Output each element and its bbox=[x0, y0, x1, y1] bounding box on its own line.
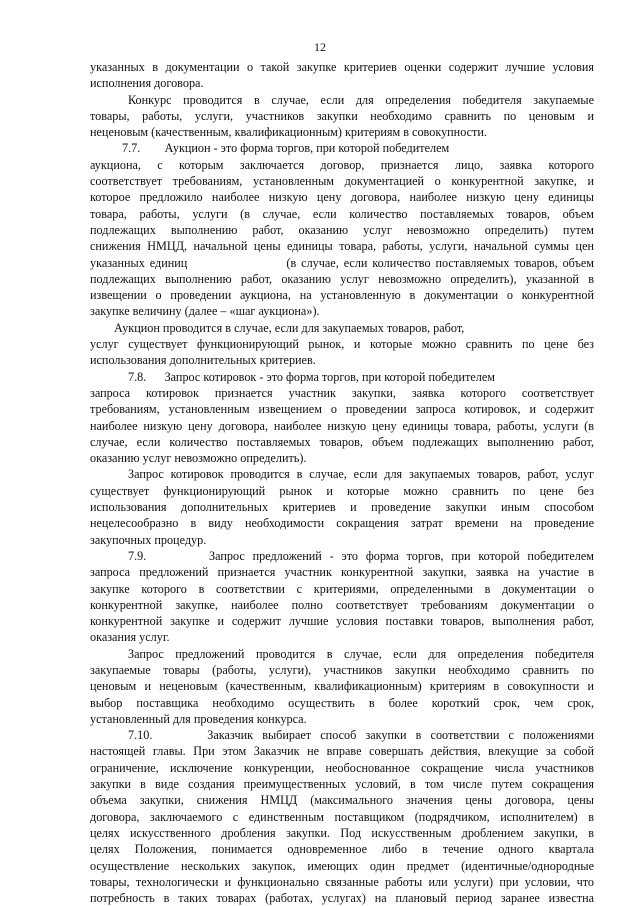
text-line: случае, если количество поставляемых товаров, объем подлежащих выполнению работ, bbox=[90, 434, 594, 449]
text-line: закупке величину (далее – «шаг аукциона»). bbox=[90, 304, 320, 319]
text-line: товара, работы, услуги (в случае, если количество поставляемых товаров, объем bbox=[90, 206, 594, 221]
text-line: установленный для проведения конкурса. bbox=[90, 711, 307, 726]
text-line: 7.8. Запрос котировок - это форма торгов, при которой победителем bbox=[128, 369, 496, 384]
text-line: снижения НМЦД, начальной цены единицы товара, работы, услуги, начальной суммы цен bbox=[90, 239, 594, 254]
text-line: указанных в документации о такой закупке критериев оценки содержит лучшие условия bbox=[90, 60, 594, 74]
text-line: настоящей главы. При этом Заказчик не вправе совершать действия, влекущие за собой bbox=[90, 744, 594, 759]
text-line: наиболее низкую цену договора, наиболее низкую цену единицы товара, работы, услуги (в bbox=[90, 418, 594, 433]
text-line: закупаемые товары (работы, услуги), участников закупки необходимо сравнить по bbox=[90, 662, 594, 677]
text-line: подлежащих выполнению работ, оказанию услуг невозможно определить), указанной в bbox=[90, 271, 594, 286]
text-line: ограничение, исключение конкуренции, необоснованное сокращение числа участников bbox=[90, 760, 594, 775]
text-line: договора, заключаемого с единственным поставщиком (подрядчиком, исполнителем) в bbox=[90, 809, 594, 824]
text-line: извещении о проведении аукциона, на установленную в документации о конкурентной bbox=[90, 288, 594, 303]
page-number: 12 bbox=[314, 40, 326, 54]
text-line: 7.7. Аукцион - это форма торгов, при которой победителем bbox=[122, 141, 450, 156]
text-line: указанных единиц (в случае, если количество поставляемых товаров, объем bbox=[90, 255, 594, 270]
text-line: 7.10. Заказчик выбирает способ закупки в соответствии с положениями bbox=[128, 728, 594, 743]
text-line: товары, технологически и функционально связанные работы или услуги) при условии, что bbox=[90, 874, 594, 889]
text-line: Запрос котировок проводится в случае, если для закупаемых товаров, работ, услуг bbox=[128, 467, 594, 482]
text-line: оказанию услуг невозможно определить). bbox=[90, 451, 307, 466]
text-line: соответствует требованиям, установленным документацией о конкурентной закупке, и bbox=[90, 174, 594, 189]
text-line: существует функционирующий рынок и которые можно сравнить по цене без bbox=[90, 483, 594, 498]
text-line: неценовым (качественным, квалификационным) критериям в совокупности. bbox=[90, 125, 487, 140]
text-line: которое предложило наиболее низкую цену договора, наиболее низкую цену единицы bbox=[90, 190, 594, 205]
text-line: услуг существует функционирующий рынок, и которые можно сравнить по цене без bbox=[90, 337, 594, 352]
text-line: закупке которого в соответствии с критериями, определенными в документации о bbox=[90, 581, 594, 596]
text-line: объема закупки, снижения НМЦД (максимального значения цены договора, цены bbox=[90, 793, 594, 808]
text-line: Конкурс проводится в случае, если для определения победителя закупаемые bbox=[128, 92, 594, 107]
text-line: Аукцион проводится в случае, если для закупаемых товаров, работ, bbox=[114, 320, 465, 335]
text-line: товары, работы, услуги, участников закупки необходимо сравнить по ценовым и bbox=[90, 108, 594, 123]
text-line: конкурентной закупке, наиболее полно соответствует требованиям документации о bbox=[90, 597, 594, 612]
text-line: целях Положения, понимается одновременное либо в течение одного квартала bbox=[90, 842, 594, 857]
text-line: выбор поставщика необходимо осуществить в более короткий срок, чем срок, bbox=[90, 695, 594, 710]
text-line: подлежащих выполнению работ, оказанию услуг невозможно определить) путем bbox=[90, 222, 594, 237]
text-line: закупки в виде создания преимущественных условий, в том числе путем сокращения bbox=[90, 777, 594, 792]
text-line: закупочных процедур. bbox=[90, 532, 207, 547]
text-line: запроса предложений признается участник конкурентной закупки, заявка на участие в bbox=[90, 565, 594, 580]
text-line: использования дополнительных критериев. bbox=[90, 353, 316, 368]
document-body bbox=[90, 59, 594, 906]
text-line: потребность в таких товарах (работах, услугах) на плановый период заранее известна bbox=[90, 891, 594, 906]
text-line: использования дополнительных критериев и проведение закупки иным способом bbox=[90, 500, 594, 515]
text-line: ценовым и неценовым (качественным, квалификационным) критериям в совокупности и bbox=[90, 679, 594, 694]
text-line: осуществление нескольких закупок, имеющих один предмет (идентичные/однородные bbox=[90, 858, 594, 873]
text-line: оказания услуг. bbox=[90, 630, 170, 645]
text-line: 7.9. Запрос предложений - это форма торгов, при которой победителем bbox=[128, 548, 594, 563]
text-line: аукциона, с которым заключается договор, признается лицо, заявка которого bbox=[90, 157, 594, 172]
text-line: конкурентной закупке и содержит лучшие условия поставки товаров, выполнения работ, bbox=[90, 614, 594, 629]
text-line: запроса котировок признается участник закупки, заявка которого соответствует bbox=[90, 385, 594, 400]
text-line: требованиям, установленным извещением о проведении запроса котировок, и содержит bbox=[90, 402, 594, 417]
text-line: нецелесообразно в виду необходимости сокращения затрат времени на проведение bbox=[90, 516, 594, 531]
text-line: целях искусственного дробления закупки. Под искусственным дроблением закупки, в bbox=[90, 825, 594, 840]
text-line: Запрос предложений проводится в случае, если для определения победителя bbox=[128, 646, 594, 661]
text-line: исполнения договора. bbox=[90, 76, 204, 91]
